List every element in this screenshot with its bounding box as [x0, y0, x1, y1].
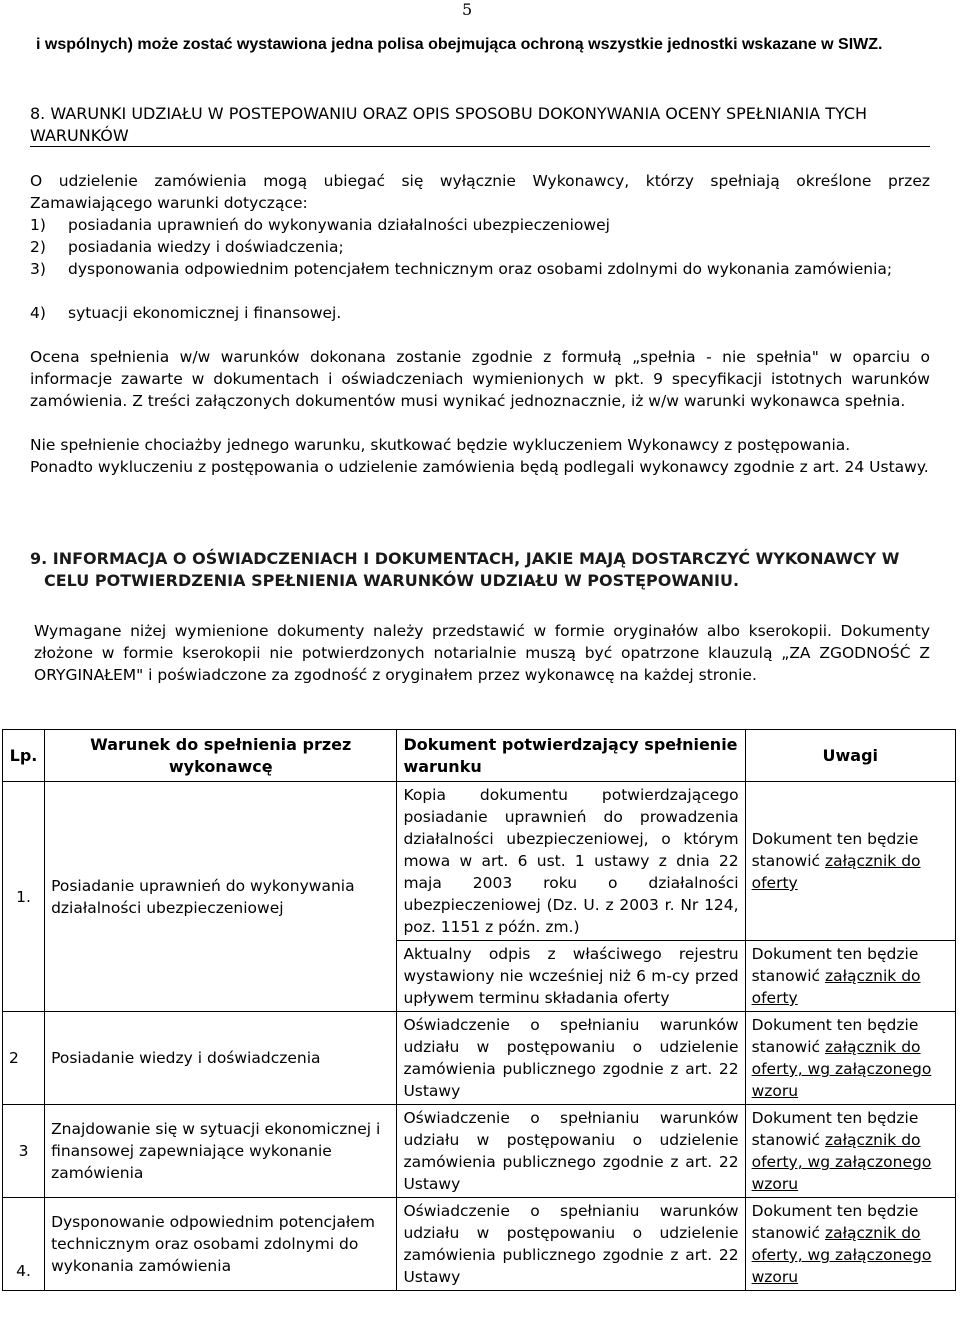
header-condition: Warunek do spełnienia przez wykonawcę [45, 730, 397, 782]
row-condition: Posiadanie uprawnień do wykonywania działalności ubezpieczeniowej [45, 782, 397, 1012]
row-condition: Dysponowanie odpowiednim potencjałem technicznym oraz osobami zdolnymi do wykonania zamówienia [45, 1198, 397, 1291]
intro-paragraph: i wspólnych) może zostać wystawiona jedna polisa obejmująca ochroną wszystkie jednostki wskazane w SIWZ. [36, 36, 883, 53]
condition-item-text: posiadania wiedzy i doświadczenia; [68, 238, 344, 256]
row-lp: 2 [3, 1012, 45, 1105]
condition-item-number: 3) [30, 260, 46, 278]
table-row [3, 1198, 956, 1291]
remark-attachment: załącznik do oferty [751, 967, 921, 1007]
remark-attachment: załącznik do oferty [751, 852, 921, 892]
remark-text: Dokument ten będzie stanowić [751, 1202, 919, 1242]
documents-table [2, 729, 956, 1291]
section-9-heading-line1: 9. INFORMACJA O OŚWIADCZENIACH I DOKUMENTACH, JAKIE MAJĄ DOSTARCZYĆ WYKONAWCY W [30, 549, 900, 568]
section-8-heading: 8. WARUNKI UDZIAŁU W POSTEPOWANIU ORAZ OPIS SPOSOBU DOKONYWANIA OCENY SPEŁNIANIA TYCH WARUNKÓW [30, 104, 868, 145]
row-remarks [745, 1105, 955, 1198]
row-lp: 3 [3, 1105, 45, 1198]
row-document: Oświadczenie o spełnianiu warunków udziału w postępowaniu o udzielenie zamówienia publicznego zgodnie z art. 22 Ustawy [397, 1105, 745, 1198]
page-number: 5 [462, 0, 473, 19]
remark-text: Dokument ten będzie stanowić [751, 945, 919, 985]
row-lp: 4. [3, 1198, 45, 1291]
row-remarks [745, 941, 955, 1012]
condition-item-number: 1) [30, 216, 46, 234]
condition-item [30, 258, 930, 280]
requirement-paragraph: Wymagane niżej wymienione dokumenty należy przedstawić w formie oryginałów albo kserokopii. Dokumenty złożone w formie kserokopii nie potwierdzonych notarialnie muszą być opatrzone klauzulą „ZA ZGODNOŚĆ Z ORYGINAŁEM" i poświadczone za zgodność z oryginałem przez wykonawcę na każdej stronie. [34, 622, 930, 684]
assessment-paragraph: Ocena spełnienia w/w warunków dokonana zostanie zgodnie z formułą „spełnia - nie spełnia" w oparciu o informacje zawarte w dokumentach i oświadczeniach wymienionych w pkt. 9 specyfikacji istotnych warunków zamówienia. Z treści załączonych dokumentów musi wynikać jednoznacznie, iż w/w warunki wykonawca spełnia. [30, 348, 930, 410]
additional-exclusion-paragraph: Ponadto wykluczeniu z postępowania o udzielenie zamówienia będą podlegali wykonawcy zgodnie z art. 24 Ustawy. [30, 458, 929, 476]
condition-item-text: dysponowania odpowiednim potencjałem technicznym oraz osobami zdolnymi do wykonania zamówienia; [68, 260, 893, 278]
section-9-heading [30, 548, 930, 592]
row-remarks [745, 1198, 955, 1291]
remark-text: Dokument ten będzie stanowić [751, 1016, 919, 1056]
header-document: Dokument potwierdzający spełnienie warunku [397, 730, 745, 782]
row-lp: 1. [3, 782, 45, 1012]
condition-item [30, 302, 930, 324]
section-8-rule [30, 146, 930, 147]
row-document: Oświadczenie o spełnianiu warunków udziału w postępowaniu o udzielenie zamówienia publicznego zgodnie z art. 22 Ustawy [397, 1198, 745, 1291]
row-remarks [745, 782, 955, 941]
row-document: Oświadczenie o spełnianiu warunków udziału w postępowaniu o udzielenie zamówienia publicznego zgodnie z art. 22 Ustawy [397, 1012, 745, 1105]
table-header-row [3, 730, 956, 782]
table-row [3, 1012, 956, 1105]
header-lp: Lp. [3, 730, 45, 782]
remark-attachment: załącznik do oferty, wg załączonego wzoru [751, 1224, 932, 1286]
remark-attachment: załącznik do oferty, wg załączonego wzoru [751, 1131, 932, 1193]
condition-item [30, 214, 930, 236]
header-remarks: Uwagi [745, 730, 955, 782]
remark-text: Dokument ten będzie stanowić [751, 830, 919, 870]
row-document: Kopia dokumentu potwierdzającego posiadanie uprawnień do prowadzenia działalności ubezpieczeniowej, o którym mowa w art. 6 ust. 1 ustawy z dnia 22 maja 2003 roku o działalności ubezpieczeniowej (Dz. U. z 2003 r. Nr 124, poz. 1151 z późn. zm.) [397, 782, 745, 941]
condition-item-number: 2) [30, 238, 46, 256]
condition-item [30, 236, 930, 258]
condition-item-text: sytuacji ekonomicznej i finansowej. [68, 304, 342, 322]
remark-text: Dokument ten będzie stanowić [751, 1109, 919, 1149]
table-row [3, 782, 956, 941]
exclusion-paragraph: Nie spełnienie chociażby jednego warunku, skutkować będzie wykluczeniem Wykonawcy z postępowania. [30, 436, 851, 454]
row-condition: Posiadanie wiedzy i doświadczenia [45, 1012, 397, 1105]
condition-item-text: posiadania uprawnień do wykonywania działalności ubezpieczeniowej [68, 216, 610, 234]
row-document: Aktualny odpis z właściwego rejestru wystawiony nie wcześniej niż 6 m-cy przed upływem terminu składania oferty [397, 941, 745, 1012]
table-row [3, 1105, 956, 1198]
row-remarks [745, 1012, 955, 1105]
section-8-lead: O udzielenie zamówienia mogą ubiegać się wyłącznie Wykonawcy, którzy spełniają określone przez Zamawiającego warunki dotyczące: [30, 172, 930, 212]
row-condition: Znajdowanie się w sytuacji ekonomicznej i finansowej zapewniające wykonanie zamówienia [45, 1105, 397, 1198]
remark-attachment: załącznik do oferty, wg załączonego wzoru [751, 1038, 932, 1100]
section-9-heading-line2: CELU POTWIERDZENIA SPEŁNIENIA WARUNKÓW UDZIAŁU W POSTĘPOWANIU. [44, 571, 740, 590]
condition-item-number: 4) [30, 304, 46, 322]
